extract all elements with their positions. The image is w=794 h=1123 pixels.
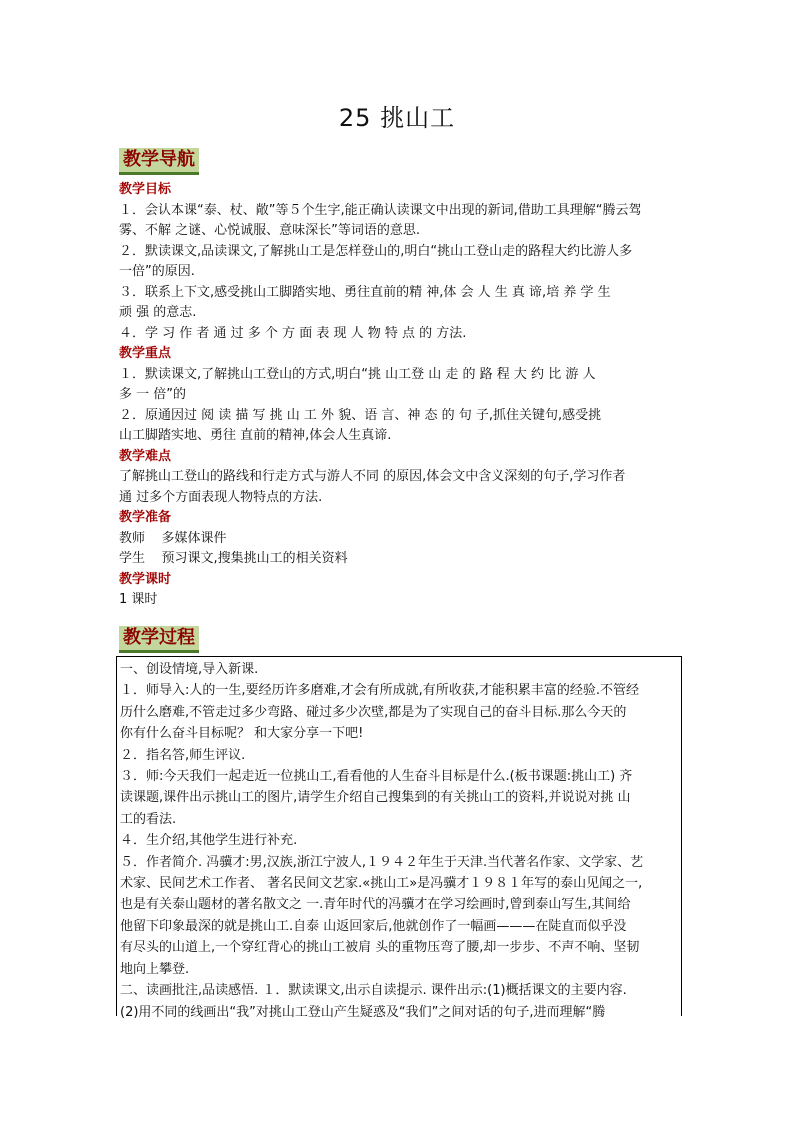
- section-header-teaching-process: 教学过程: [119, 626, 199, 650]
- page-title: 25 挑山工: [338, 104, 456, 132]
- goals-line: ４．学 习 作 者 通 过 多 个 方 面 表 现 人 物 特 点 的 方法.: [119, 325, 467, 341]
- process-line: 术家、民间艺术工作者、 著名民间文艺家.«挑山工»是冯骥才１９８１年写的泰山见闻之一,: [120, 876, 643, 892]
- goals-line: 顽 强 的意志.: [119, 305, 197, 320]
- key-points-line: ２．原通因过 阅 读 描 写 挑 山 工 外 貌、语 言、神 态 的 句 子,抓住关键句,感受挑: [119, 407, 602, 423]
- process-line: ４．生介绍,其他学生进行补充.: [120, 833, 298, 849]
- class-hours-line: 1 课时: [119, 592, 158, 607]
- process-line: 一、创设情境,导入新课.: [120, 662, 259, 677]
- process-line: 地向上攀登.: [120, 961, 190, 977]
- process-line: ５．作者简介. 冯骥才:男,汉族,浙江宁波人,１９４２年生于天津.当代著名作家、文学家、艺: [120, 854, 644, 870]
- goals-line: １．会认本课“泰、杖、敞”等５个生字,能正确认读课文中出现的新词,借助工具理解“腾云驾: [119, 202, 642, 218]
- process-line: 也是有关泰山题材的著名散文之 一.青年时代的冯骥才在学习绘画时,曾到泰山写生,其间给: [120, 897, 631, 913]
- process-line: ３．师:今天我们一起走近一位挑山工,看看他的人生奋斗目标是什么.(板书课题:挑山工) 齐: [120, 769, 633, 785]
- process-line: 二、读画批注,品读感悟. １．默读课文,出示自读提示. 课件出示:(1)概括课文的主要内容.: [120, 983, 627, 999]
- process-line: 工的看法.: [120, 811, 177, 827]
- difficulties-line: 了解挑山工登山的路线和行走方式与游人不同 的原因,体会文中含义深刻的句子,学习作者: [119, 469, 626, 484]
- process-line: 历什么磨难,不管走过多少弯路、碰过多少次壁,都是为了实现自己的奋斗目标.那么今天的: [120, 704, 627, 720]
- preparation-heading: 教学准备: [119, 510, 172, 525]
- goals-heading: 教学目标: [119, 182, 172, 197]
- key-points-line: 多 一 倍”的: [119, 387, 186, 402]
- process-line: (2)用不同的线画出“我”对挑山工登山产生疑惑及“我们”之间对话的句子,进而理解“腾: [120, 1004, 606, 1020]
- difficulties-line: 通 过多个方面表现人物特点的方法.: [119, 489, 323, 505]
- class-hours-heading: 教学课时: [119, 571, 172, 587]
- process-line: １．师导入:人的一生,要经历许多磨难,才会有所成就,有所收获,才能积累丰富的经验.不管经: [120, 683, 640, 699]
- process-line: 读课题,课件出示挑山工的图片,请学生介绍自己搜集到的有关挑山工的资料,并说说对挑 山: [120, 790, 631, 806]
- difficulties-heading: 教学难点: [119, 448, 172, 464]
- teaching-goals: [119, 180, 679, 611]
- goals-line: ２．默读课文,品读课文,了解挑山工是怎样登山的,明白“挑山工登山走的路程大约比游人多: [119, 243, 633, 259]
- teaching-process-box: [116, 656, 682, 1020]
- key-points-line: １．默读课文,了解挑山工登山的方式,明白“挑 山工登 山 走 的 路 程 大 约 比 游 人: [119, 366, 596, 382]
- process-line: ２．指名答,师生评议.: [120, 747, 246, 763]
- goals-line: 雾、不解 之谜、心悦诚服、意味深长”等词语的意思.: [119, 223, 420, 238]
- preparation-line: 教师 多媒体课件: [119, 530, 227, 546]
- process-line: 有尽头的山道上,一个穿红背心的挑山工被肩 头的重物压弯了腰,却一步步、不声不响、坚韧: [120, 940, 640, 956]
- goals-line: ３．联系上下文,感受挑山工脚踏实地、勇往直前的精 神,体 会 人 生 真 谛,培 养 学 生: [119, 284, 611, 300]
- process-line: 你有什么奋斗目标呢？ 和大家分享一下吧!: [120, 726, 364, 742]
- preparation-line: 学生 预习课文,搜集挑山工的相关资料: [119, 551, 348, 566]
- key-points-heading: 教学重点: [119, 346, 172, 361]
- key-points-line: 山工脚踏实地、勇往 直前的精神,体会人生真谛.: [119, 428, 392, 443]
- section-header-teaching-guide: 教学导航: [119, 148, 199, 172]
- process-line: 他留下印象最深的就是挑山工.自泰 山返回家后,他就创作了一幅画———在陡直而似乎没: [120, 918, 627, 934]
- goals-line: 一倍”的原因.: [119, 264, 195, 279]
